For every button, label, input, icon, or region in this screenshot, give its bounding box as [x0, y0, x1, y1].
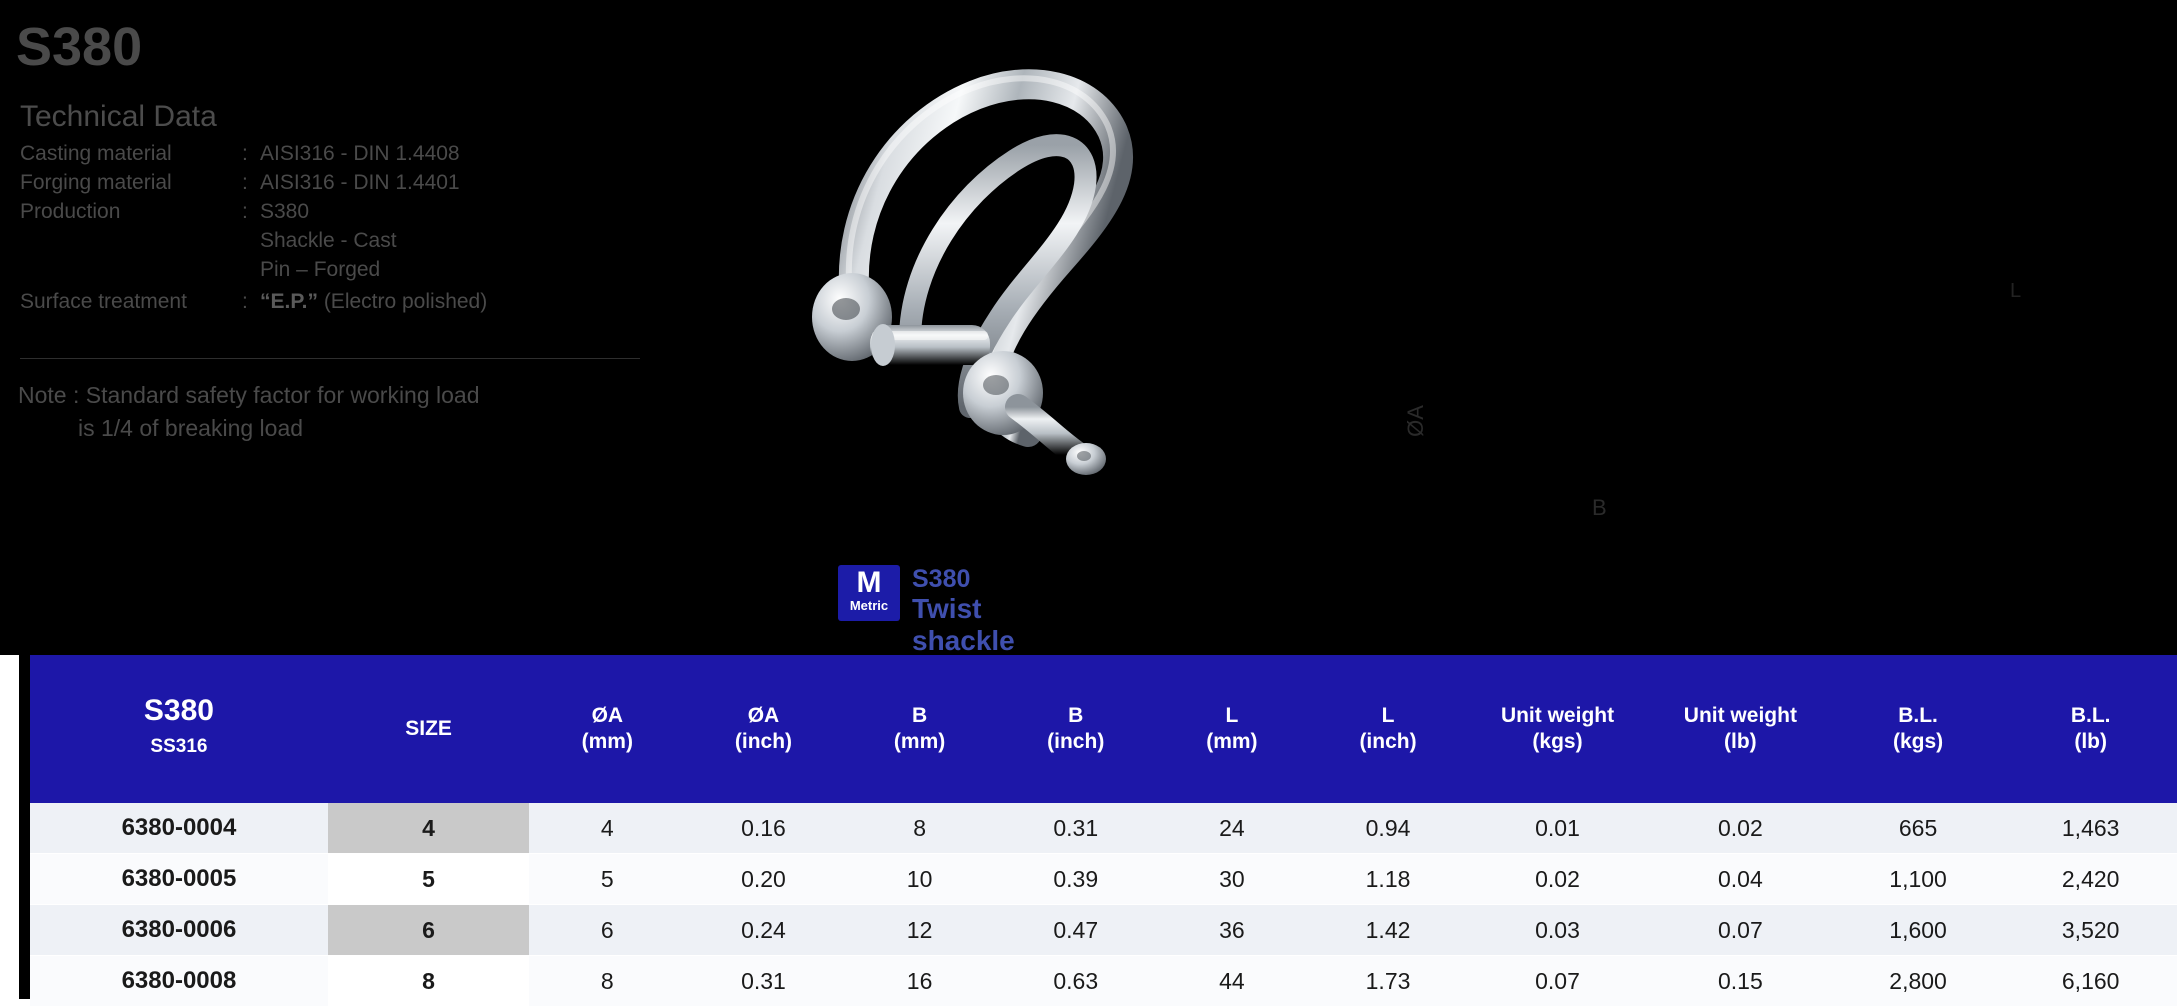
- column-header-l-inch: [1310, 655, 1466, 803]
- cell-diameter-a-inch: 0.16: [685, 803, 841, 854]
- header-unit: (kgs): [1532, 730, 1583, 753]
- header-unit: (kgs): [1892, 730, 1944, 753]
- header-main: B.L.: [1898, 704, 1938, 727]
- cell-b-inch: 0.63: [998, 956, 1154, 1007]
- spec-label: Production: [20, 200, 121, 223]
- cell-diameter-a-inch: 0.31: [685, 956, 841, 1007]
- dimension-label-diameter-a: ØA: [1402, 405, 1428, 437]
- metric-badge-word: Metric: [849, 598, 889, 613]
- spec-label: Casting material: [20, 142, 172, 165]
- cell-l-inch: 1.18: [1310, 854, 1466, 905]
- spec-value: AISI316 - DIN 1.4408: [260, 142, 460, 165]
- shackle-svg: [760, 55, 1300, 575]
- header-main: Unit weight: [1500, 704, 1615, 727]
- spec-colon: :: [242, 142, 248, 165]
- spec-value: Shackle - Cast: [260, 229, 397, 252]
- spec-label: Surface treatment: [20, 290, 187, 313]
- specification-table: [30, 655, 2177, 1007]
- column-header-series: [30, 655, 328, 803]
- cell-b-mm: 10: [842, 854, 998, 905]
- cell-diameter-a-mm: 6: [529, 905, 685, 956]
- spec-value: Pin – Forged: [260, 258, 381, 281]
- cell-l-mm: 24: [1154, 803, 1310, 854]
- column-header-unit-weight-kgs: [1466, 655, 1649, 803]
- cell-l-mm: 36: [1154, 905, 1310, 956]
- column-header-series-main: S380: [143, 694, 214, 727]
- cell-l-mm: 30: [1154, 854, 1310, 905]
- header-main: B: [912, 704, 928, 727]
- cell-breaking-load-lb: 6,160: [2004, 956, 2177, 1007]
- cell-breaking-load-lb: 3,520: [2004, 905, 2177, 956]
- cell-unit-weight-lb: 0.07: [1649, 905, 1832, 956]
- table-row[interactable]: [30, 854, 2177, 905]
- table-row[interactable]: [30, 905, 2177, 956]
- section-divider: [20, 358, 640, 359]
- cell-unit-weight-lb: 0.04: [1649, 854, 1832, 905]
- cell-breaking-load-kgs: 1,100: [1832, 854, 2005, 905]
- header-unit: (inch): [1047, 730, 1105, 753]
- cell-size: 8: [328, 956, 529, 1007]
- column-header-diameter-a-mm: [529, 655, 685, 803]
- spec-label: Forging material: [20, 171, 172, 194]
- cell-b-inch: 0.31: [998, 803, 1154, 854]
- header-unit: (mm): [581, 730, 633, 753]
- header-main: L: [1381, 704, 1395, 727]
- table-head: [30, 655, 2177, 803]
- spec-row-pin-forged: [20, 258, 380, 282]
- cell-unit-weight-lb: 0.02: [1649, 803, 1832, 854]
- twist-shackle-image: [760, 55, 1300, 575]
- header-unit: (mm): [893, 730, 946, 753]
- spec-row-casting-material: [20, 142, 460, 166]
- header-main: Unit weight: [1683, 704, 1797, 727]
- spec-value: AISI316 - DIN 1.4401: [260, 171, 460, 194]
- header-unit: (inch): [1359, 730, 1417, 753]
- header-unit: (lb): [2074, 730, 2107, 753]
- header-unit: (inch): [734, 730, 793, 753]
- cell-unit-weight-lb: 0.15: [1649, 956, 1832, 1007]
- cell-b-mm: 12: [842, 905, 998, 956]
- cell-l-inch: 0.94: [1310, 803, 1466, 854]
- cell-l-inch: 1.42: [1310, 905, 1466, 956]
- column-header-l-mm: [1154, 655, 1310, 803]
- header-main: L: [1225, 704, 1239, 727]
- cell-unit-weight-kgs: 0.02: [1466, 854, 1649, 905]
- cell-b-inch: 0.39: [998, 854, 1154, 905]
- column-header-diameter-a-inch: [685, 655, 841, 803]
- cell-size: 6: [328, 905, 529, 956]
- cell-diameter-a-inch: 0.20: [685, 854, 841, 905]
- cell-diameter-a-inch: 0.24: [685, 905, 841, 956]
- technical-data-heading: Technical Data: [20, 100, 217, 133]
- cell-breaking-load-kgs: 665: [1832, 803, 2005, 854]
- header-main: ØA: [747, 704, 780, 727]
- cell-b-mm: 8: [842, 803, 998, 854]
- spec-colon: :: [242, 171, 248, 194]
- cell-breaking-load-lb: 1,463: [2004, 803, 2177, 854]
- cell-size: 4: [328, 803, 529, 854]
- column-header-breaking-load-kgs: [1832, 655, 2005, 803]
- cell-l-inch: 1.73: [1310, 956, 1466, 1007]
- column-header-size-main: SIZE: [405, 717, 452, 740]
- cell-breaking-load-kgs: 2,800: [1832, 956, 2005, 1007]
- metric-badge-icon: [838, 565, 900, 621]
- column-header-unit-weight-lb: [1649, 655, 1832, 803]
- cell-diameter-a-mm: 5: [529, 854, 685, 905]
- cell-unit-weight-kgs: 0.01: [1466, 803, 1649, 854]
- cell-part-number: 6380-0006: [30, 905, 328, 956]
- table-header-row: [30, 655, 2177, 803]
- specification-table-wrapper: [30, 655, 2177, 1007]
- cell-diameter-a-mm: 8: [529, 956, 685, 1007]
- surface-treatment-desc: (Electro polished): [317, 290, 488, 313]
- cell-breaking-load-lb: 2,420: [2004, 854, 2177, 905]
- header-unit: (lb): [1724, 730, 1757, 753]
- cell-part-number: 6380-0005: [30, 854, 328, 905]
- column-header-b-mm: [842, 655, 998, 803]
- header-main: ØA: [591, 704, 624, 727]
- spec-row-surface-treatment: [20, 290, 487, 314]
- page-title: S380: [16, 17, 143, 77]
- header-main: B.L.: [2070, 704, 2111, 727]
- table-body: [30, 803, 2177, 1007]
- cell-breaking-load-kgs: 1,600: [1832, 905, 2005, 956]
- column-header-series-sub: SS316: [150, 736, 208, 757]
- cell-part-number: 6380-0008: [30, 956, 328, 1007]
- dimension-label-l: L: [2010, 280, 2022, 302]
- surface-treatment-code: “E.P.”: [260, 290, 318, 313]
- header-main: B: [1068, 704, 1084, 727]
- table-row[interactable]: [30, 803, 2177, 854]
- dimension-label-b: B: [1592, 495, 1607, 520]
- cell-size: 5: [328, 854, 529, 905]
- header-unit: (mm): [1206, 730, 1258, 753]
- column-header-breaking-load-lb: [2004, 655, 2177, 803]
- cell-diameter-a-mm: 4: [529, 803, 685, 854]
- metric-badge-letter: M: [856, 566, 882, 599]
- cell-b-mm: 16: [842, 956, 998, 1007]
- cell-unit-weight-kgs: 0.03: [1466, 905, 1649, 956]
- spec-value: S380: [260, 200, 310, 223]
- spec-row-production: [20, 200, 309, 224]
- table-left-rail: [19, 655, 30, 999]
- cell-b-inch: 0.47: [998, 905, 1154, 956]
- column-header-size: [328, 655, 529, 803]
- cell-part-number: 6380-0004: [30, 803, 328, 854]
- spec-colon: :: [242, 200, 248, 223]
- column-header-b-inch: [998, 655, 1154, 803]
- caption-product-name: Twist shackle: [912, 593, 1015, 655]
- cell-l-mm: 44: [1154, 956, 1310, 1007]
- safety-note-line-2: is 1/4 of breaking load: [78, 415, 304, 441]
- spec-colon: :: [242, 290, 248, 313]
- spec-row-shackle-cast: [20, 229, 397, 253]
- safety-note-line-1: Note : Standard safety factor for working load: [18, 382, 480, 408]
- caption-product-code: S380: [912, 565, 971, 593]
- cell-unit-weight-kgs: 0.07: [1466, 956, 1649, 1007]
- spec-row-forging-material: [20, 171, 460, 195]
